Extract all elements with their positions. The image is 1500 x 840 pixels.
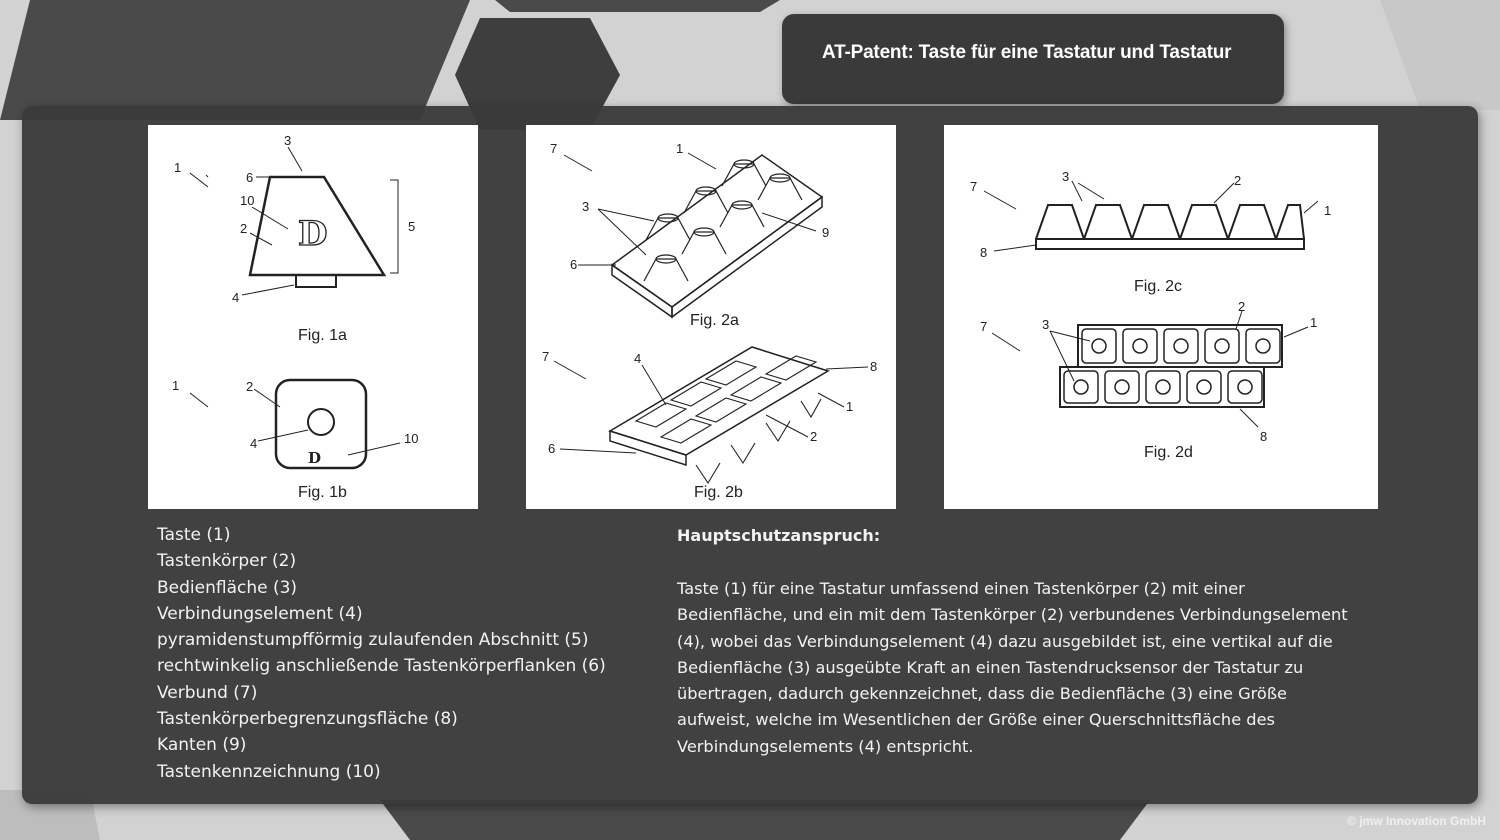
fig2d-label-7: 7	[980, 319, 988, 334]
fig1b-label-4: 4	[250, 436, 258, 451]
legend-item: pyramidenstumpfförmig zulaufenden Abschnitt (5)	[157, 630, 589, 651]
title-box	[782, 14, 1284, 104]
fig2b-label-4: 4	[634, 351, 642, 366]
svg-text:D: D	[298, 214, 328, 254]
legend-item: Tastenkörperbegrenzungsfläche (8)	[157, 709, 458, 730]
fig2b-label-6: 6	[548, 441, 556, 456]
fig2c-caption: Fig. 2c	[1134, 278, 1183, 295]
legend-item: Tastenkörper (2)	[157, 551, 297, 572]
figure-panel-1	[148, 125, 478, 509]
fig1a-label-1: 1	[174, 160, 182, 175]
fig1a-label-10: 10	[240, 193, 255, 208]
fig1a-label-6: 6	[246, 170, 254, 185]
fig2b-caption: Fig. 2b	[694, 484, 743, 501]
legend-item: Verbund (7)	[157, 682, 258, 703]
fig2a-label-3: 3	[582, 199, 590, 214]
fig2c-label-2: 2	[1234, 173, 1242, 188]
fig2a-label-7: 7	[550, 141, 558, 156]
fig1a-caption: Fig. 1a	[298, 327, 347, 344]
legend-item: Verbindungselement (4)	[157, 603, 363, 624]
fig2d-label-8: 8	[1260, 429, 1268, 444]
fig2b-label-1: 1	[846, 399, 854, 414]
legend-item: Taste (1)	[157, 525, 231, 545]
fig2b-label-8: 8	[870, 359, 878, 374]
figure-3-drawing	[944, 125, 1378, 509]
fig2c-label-3: 3	[1062, 169, 1070, 184]
fig2d-label-2: 2	[1238, 299, 1246, 314]
fig2d-caption: Fig. 2d	[1144, 444, 1193, 461]
figure-panel-3	[944, 125, 1378, 509]
fig1a-label-5: 5	[408, 219, 416, 234]
fig2a-label-6: 6	[570, 257, 578, 272]
fig1a-label-2: 2	[240, 221, 248, 236]
fig1b-label-10: 10	[404, 431, 419, 446]
claim-heading: Hauptschutzanspruch:	[677, 526, 881, 545]
fig2c-label-7: 7	[970, 179, 978, 194]
fig2b-label-2: 2	[810, 429, 818, 444]
fig2d-label-1: 1	[1310, 315, 1318, 330]
fig2a-label-1: 1	[676, 141, 684, 156]
fig1b-label-1: 1	[172, 378, 180, 393]
figure-panel-2	[526, 125, 896, 509]
fig2a-caption: Fig. 2a	[690, 312, 739, 329]
legend-item: rechtwinkelig anschließende Tastenkörperflanken (6)	[157, 656, 606, 677]
figure-1-drawing	[148, 125, 478, 509]
page-title: AT-Patent: Taste für eine Tastatur und Tastatur	[822, 42, 1232, 63]
legend-item: Bedienfläche (3)	[157, 577, 298, 598]
fig2a-label-9: 9	[822, 225, 830, 240]
fig2d-label-3: 3	[1042, 317, 1050, 332]
fig2c-label-8: 8	[980, 245, 988, 260]
svg-text:D: D	[308, 449, 322, 467]
figure-2-drawing	[526, 125, 896, 509]
fig1a-label-4: 4	[232, 290, 240, 305]
fig2b-label-7: 7	[542, 349, 550, 364]
fig1a-label-3: 3	[284, 133, 292, 148]
fig1b-label-2: 2	[246, 379, 254, 394]
copyright-notice: © jmw Innovation GmbH	[1347, 814, 1486, 828]
reference-legend	[157, 522, 647, 785]
legend-item: Tastenkennzeichnung (10)	[157, 761, 381, 782]
fig2c-label-1: 1	[1324, 203, 1332, 218]
fig1b-caption: Fig. 1b	[298, 484, 347, 501]
claim-text: Taste (1) für eine Tastatur umfassend einen Tastenkörper (2) mit einer Bedienfläche, und ein mit dem Tastenkörper (2) verbundenes Verbindungselement (4), wobei das Verbindungselement (4) dazu ausgebildet ist, eine vertikal auf die Bedienfläche (3) ausgeübte Kraft an einen Tastendrucksensor der Tastatur zu übertragen, dadurch gekennzeichnet, dass die Bedienfläche (3) eine Größe aufweist, welche im Wesentlichen der Größe einer Querschnittsfläche des Verbindungselements (4) entspricht.	[677, 579, 1348, 756]
legend-item: Kanten (9)	[157, 735, 247, 756]
